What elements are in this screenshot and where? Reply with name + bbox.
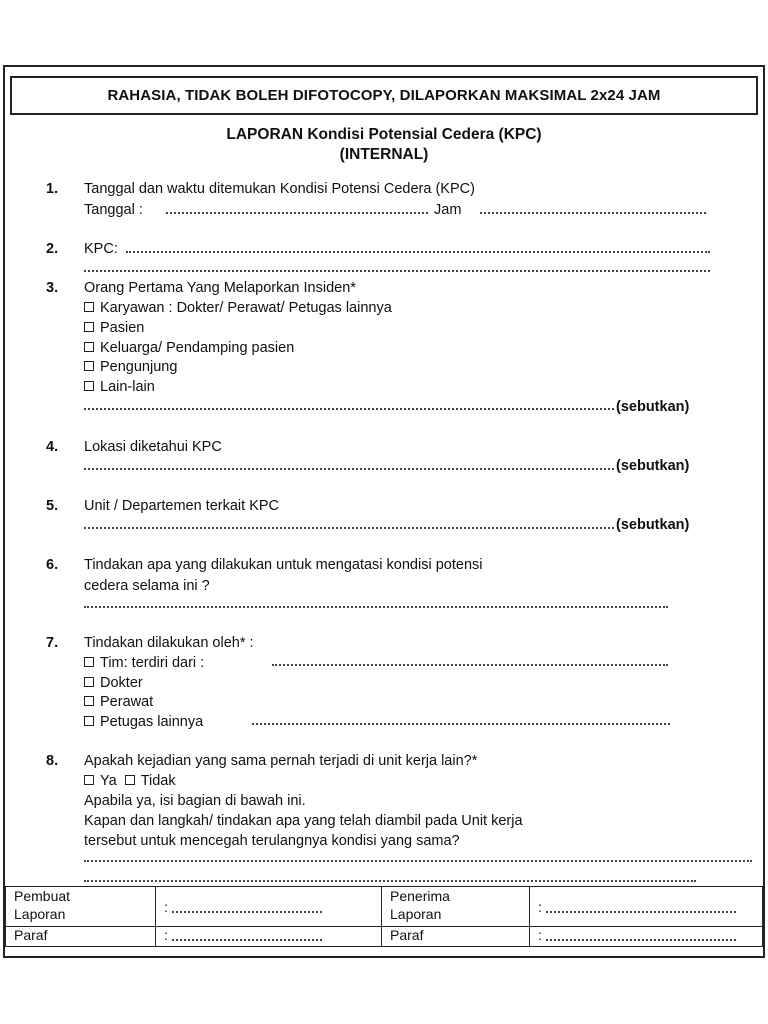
q8-option-tidak[interactable] xyxy=(125,773,176,789)
q6-number: 6. xyxy=(46,557,59,573)
q4-number: 4. xyxy=(46,439,59,455)
form-subtitle: (INTERNAL) xyxy=(339,146,429,163)
q7-option-label: Tim: terdiri dari : xyxy=(100,655,205,671)
q8-ya-label: Ya xyxy=(100,773,117,789)
q1-tanggal-field[interactable] xyxy=(166,210,428,214)
checkbox-icon[interactable] xyxy=(84,775,94,785)
q7-option-perawat[interactable] xyxy=(84,694,153,710)
q7-option-label: Dokter xyxy=(100,675,143,691)
q4-label: Lokasi diketahui KPC xyxy=(84,439,222,455)
checkbox-icon[interactable] xyxy=(84,657,94,667)
q4-field[interactable] xyxy=(84,466,614,470)
penerima-field-dots xyxy=(546,903,736,913)
checkbox-icon[interactable] xyxy=(84,302,94,312)
checkbox-icon[interactable] xyxy=(84,677,94,687)
q8-line-2: Kapan dan langkah/ tindakan apa yang telah diambil pada Unit kerja xyxy=(84,813,523,829)
paraf-left-dots xyxy=(172,931,322,941)
q3-other-field[interactable] xyxy=(84,406,614,410)
q2-field-line-2[interactable] xyxy=(84,268,710,272)
penerima-laporan-field[interactable] xyxy=(530,887,763,927)
signature-table xyxy=(5,886,763,947)
q2-label: KPC: xyxy=(84,241,118,257)
q3-sebutkan: (sebutkan) xyxy=(616,399,690,415)
q8-option-ya[interactable] xyxy=(84,773,117,789)
q3-option-label: Karyawan : Dokter/ Perawat/ Petugas lainnya xyxy=(100,300,392,316)
pembuat-label-line-2: Laporan xyxy=(14,906,66,922)
q3-option-label: Lain-lain xyxy=(100,379,155,395)
checkbox-icon[interactable] xyxy=(84,342,94,352)
q2-number: 2. xyxy=(46,241,59,257)
paraf-left-label: Paraf xyxy=(6,927,156,947)
q1-jam-field[interactable] xyxy=(480,210,706,214)
q7-option-dokter[interactable] xyxy=(84,675,143,691)
q7-number: 7. xyxy=(46,635,59,651)
form-title: LAPORAN Kondisi Potensial Cedera (KPC) xyxy=(226,126,542,143)
pembuat-laporan-label xyxy=(6,887,156,927)
checkbox-icon[interactable] xyxy=(84,716,94,726)
q3-option-pasien[interactable] xyxy=(84,320,144,336)
colon: : xyxy=(538,927,542,943)
penerima-laporan-label xyxy=(382,887,530,927)
q8-field-line-1[interactable] xyxy=(84,858,752,862)
q3-option-label: Keluarga/ Pendamping pasien xyxy=(100,340,295,356)
q8-field-line-2[interactable] xyxy=(84,878,696,882)
q3-option-label: Pasien xyxy=(100,320,145,336)
checkbox-icon[interactable] xyxy=(84,361,94,371)
q7-option-label: Perawat xyxy=(100,694,154,710)
q1-tanggal-label: Tanggal : xyxy=(84,202,143,218)
q7-petugas-field[interactable] xyxy=(252,721,670,725)
q7-tim-field[interactable] xyxy=(272,662,668,666)
q8-ya-tidak xyxy=(84,773,176,789)
q4-sebutkan: (sebutkan) xyxy=(616,458,690,474)
q8-line-1: Apabila ya, isi bagian di bawah ini. xyxy=(84,793,306,809)
paraf-right-dots xyxy=(546,931,736,941)
q5-number: 5. xyxy=(46,498,59,514)
penerima-label-line-2: Laporan xyxy=(390,906,442,922)
pembuat-field-dots xyxy=(172,903,322,913)
checkbox-icon[interactable] xyxy=(84,322,94,332)
colon: : xyxy=(164,899,168,915)
q7-option-petugas[interactable] xyxy=(84,714,203,730)
q7-option-tim[interactable] xyxy=(84,655,204,671)
q6-field[interactable] xyxy=(84,604,668,608)
q3-option-label: Pengunjung xyxy=(100,359,178,375)
checkbox-icon[interactable] xyxy=(84,381,94,391)
q3-label: Orang Pertama Yang Melaporkan Insiden* xyxy=(84,280,356,296)
q1-label: Tanggal dan waktu ditemukan Kondisi Potensi Cedera (KPC) xyxy=(84,181,475,197)
q8-line-3: tersebut untuk mencegah terulangnya kondisi yang sama? xyxy=(84,833,460,849)
q3-number: 3. xyxy=(46,280,59,296)
paraf-left-field[interactable] xyxy=(156,927,382,947)
confidential-banner: RAHASIA, TIDAK BOLEH DIFOTOCOPY, DILAPORKAN MAKSIMAL 2x24 JAM xyxy=(10,76,758,115)
q3-option-lain[interactable] xyxy=(84,379,155,395)
pembuat-laporan-field[interactable] xyxy=(156,887,382,927)
q1-jam-label: Jam xyxy=(434,202,462,218)
q8-tidak-label: Tidak xyxy=(140,773,176,789)
colon: : xyxy=(538,899,542,915)
paraf-right-label: Paraf xyxy=(382,927,530,947)
q7-label: Tindakan dilakukan oleh* : xyxy=(84,635,254,651)
pembuat-label-line-1: Pembuat xyxy=(14,888,71,904)
checkbox-icon[interactable] xyxy=(84,696,94,706)
checkbox-icon[interactable] xyxy=(125,775,135,785)
q6-label-line-1: Tindakan apa yang dilakukan untuk mengatasi kondisi potensi xyxy=(84,557,483,573)
paraf-right-field[interactable] xyxy=(530,927,763,947)
q1-number: 1. xyxy=(46,181,59,197)
q3-option-karyawan[interactable] xyxy=(84,300,392,316)
q6-label-line-2: cedera selama ini ? xyxy=(84,578,210,594)
q5-sebutkan: (sebutkan) xyxy=(616,517,690,533)
q5-field[interactable] xyxy=(84,525,614,529)
colon: : xyxy=(164,927,168,943)
q8-label: Apakah kejadian yang sama pernah terjadi di unit kerja lain?* xyxy=(84,753,478,769)
penerima-label-line-1: Penerima xyxy=(390,888,450,904)
q5-label: Unit / Departemen terkait KPC xyxy=(84,498,280,514)
q3-option-keluarga[interactable] xyxy=(84,340,294,356)
q8-number: 8. xyxy=(46,753,59,769)
q3-option-pengunjung[interactable] xyxy=(84,359,177,375)
q2-field-line-1[interactable] xyxy=(126,249,710,253)
q7-option-label: Petugas lainnya xyxy=(100,714,204,730)
